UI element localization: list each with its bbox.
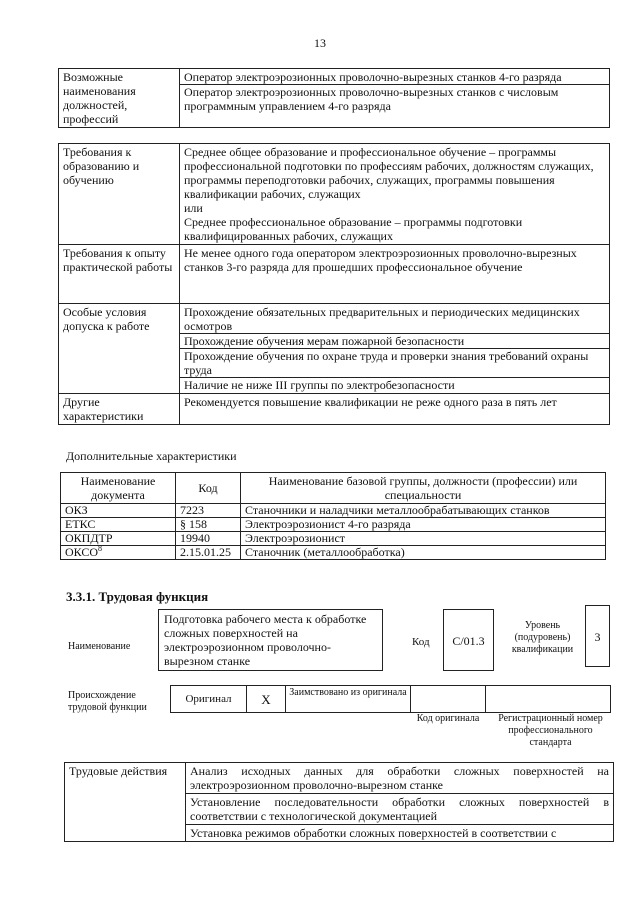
header-code: Код [176, 473, 241, 504]
function-name-value: Подготовка рабочего места к обработке сложных поверхностей на электроэрозионном проволочно-вырезном станке [158, 609, 383, 671]
codes-name: Станочники и наладчики металлообрабатывающих станков [241, 504, 606, 518]
footnote-mark: 8 [98, 544, 103, 553]
codes-doc: ОКЗ [61, 504, 176, 518]
codes-name: Станочник (металлообработка) [241, 546, 606, 560]
special-conditions-row [59, 304, 610, 394]
origin-code-cell [410, 685, 486, 713]
function-code-label: Код [412, 636, 430, 648]
origin-registration-cell [485, 685, 611, 713]
qualification-level-label: Уровень (подуровень) квалификации [511, 620, 574, 655]
education-label: Требования к образованию и обучению [59, 144, 180, 245]
experience-row [59, 245, 610, 304]
labor-action: Установление последовательности обработки сложных поверхностей в соответствии с технологической документацией [186, 794, 614, 825]
education-text-1: Среднее общее образование и профессиональное обучение – программы профессиональной подготовки по профессиям рабочих, должностям служащих, программы переподготовки рабочих, служащих, программы повышения квалификации рабочих, служащих [184, 145, 594, 201]
position-name: Оператор электроэрозионных проволочно-вырезных станков с числовым программным управлением 4-го разряда [180, 84, 609, 113]
origin-registration-label: Регистрационный номер профессионального стандарта [498, 713, 603, 748]
codes-row [61, 504, 606, 518]
origin-original-label: Оригинал [170, 685, 247, 713]
positions-table [58, 68, 610, 128]
codes-doc [61, 546, 176, 560]
requirements-table [58, 143, 610, 425]
labor-actions-table [64, 762, 614, 842]
codes-name: Электроэрозионист 4-го разряда [241, 518, 606, 532]
codes-code: § 158 [176, 518, 241, 532]
origin-code-label: Код оригинала [416, 713, 480, 724]
other-characteristics-label: Другие характеристики [59, 394, 180, 425]
codes-name: Электроэрозионист [241, 532, 606, 546]
labor-action: Установка режимов обработки сложных поверхностей в соответствии с [186, 825, 614, 842]
codes-code: 19940 [176, 532, 241, 546]
special-conditions-label: Особые условия допуска к работе [59, 304, 180, 394]
education-or: или [184, 201, 203, 215]
function-origin-label: Происхождение трудовой функции [68, 690, 147, 713]
position-name: Оператор электроэрозионных проволочно-вырезных станков 4-го разряда [184, 70, 562, 84]
function-origin-row [170, 685, 611, 715]
labor-action-row [65, 763, 614, 794]
function-code-value: C/01.3 [443, 609, 494, 671]
positions-row [59, 69, 610, 128]
codes-doc-text: ОКСО [65, 545, 99, 559]
experience-value: Не менее одного года оператором электроэрозионных проволочно-вырезных станков 3-го разряда для прошедших профессиональное обучение [180, 245, 610, 304]
codes-code: 7223 [176, 504, 241, 518]
function-name-label: Наименование [68, 641, 131, 652]
special-condition: Прохождение обучения мерам пожарной безопасности [180, 333, 609, 348]
codes-code: 2.15.01.25 [176, 546, 241, 560]
special-condition: Прохождение обучения по охране труда и проверки знания требований охраны труда [180, 348, 609, 377]
labor-function-heading: 3.3.1. Трудовая функция [66, 589, 209, 604]
experience-label: Требования к опыту практической работы [59, 245, 180, 304]
special-condition: Наличие не ниже III группы по электробезопасности [180, 377, 609, 392]
page-number: 13 [314, 36, 326, 50]
codes-row [61, 532, 606, 546]
codes-doc: ЕТКС [61, 518, 176, 532]
codes-row [61, 546, 606, 560]
education-row [59, 144, 610, 245]
codes-row [61, 518, 606, 532]
header-group-name: Наименование базовой группы, должности (профессии) или специальности [241, 473, 606, 504]
positions-values [180, 69, 610, 128]
codes-header-row [61, 473, 606, 504]
other-characteristics-value: Рекомендуется повышение квалификации не реже одного раза в пять лет [180, 394, 610, 425]
header-document-name: Наименование документа [61, 473, 176, 504]
special-conditions-value [180, 304, 610, 394]
additional-characteristics-caption: Дополнительные характеристики [66, 449, 237, 463]
origin-original-mark: X [246, 685, 286, 713]
positions-label: Возможные наименования должностей, профессий [59, 69, 180, 128]
education-text-2: Среднее профессиональное образование – программы подготовки квалифицированных рабочих, служащих [184, 215, 523, 243]
labor-action: Анализ исходных данных для обработки сложных поверхностей на электроэрозионном проволочно-вырезном станке [186, 763, 614, 794]
codes-table [60, 472, 606, 560]
special-condition: Прохождение обязательных предварительных и периодических медицинских осмотров [184, 305, 580, 333]
labor-actions-label: Трудовые действия [65, 763, 186, 842]
qualification-level-value: 3 [585, 605, 610, 667]
origin-borrowed-label: Заимствовано из оригинала [285, 685, 411, 713]
education-value [180, 144, 610, 245]
other-characteristics-row [59, 394, 610, 425]
codes-doc: ОКПДТР [61, 532, 176, 546]
